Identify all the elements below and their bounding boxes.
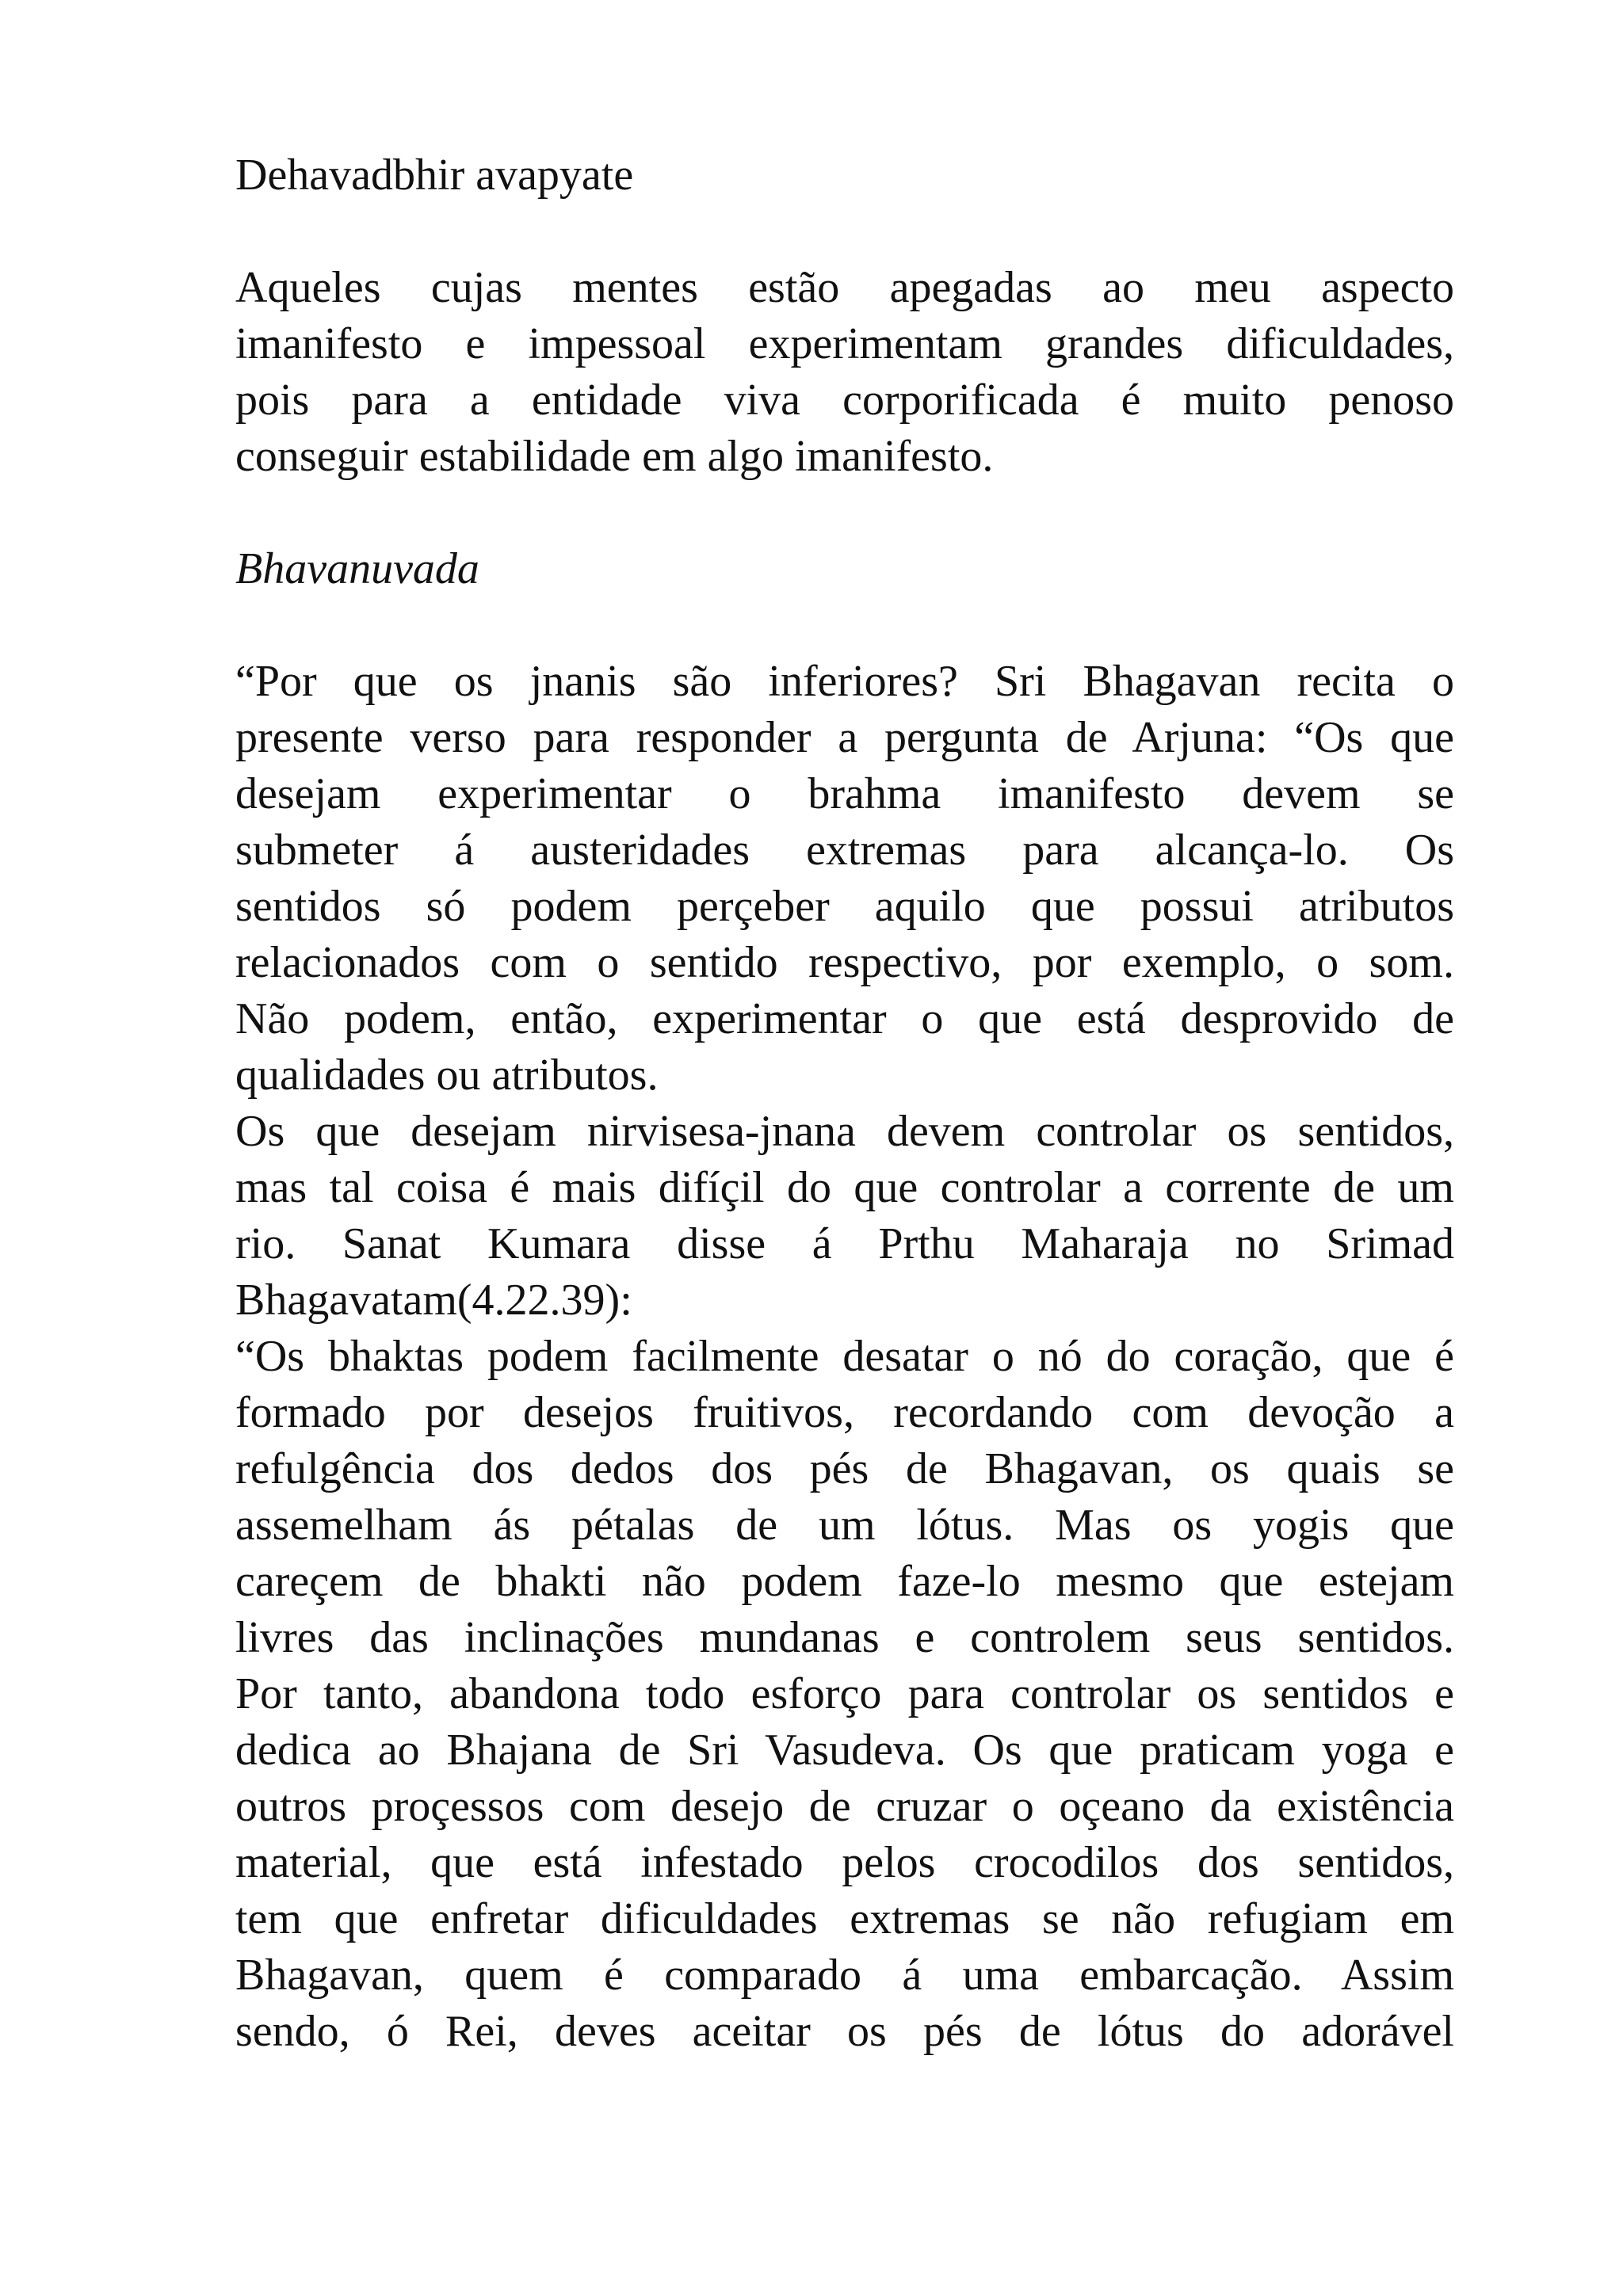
quote-line: tem que enfretar dificuldades extremas se não refugiam em — [235, 1894, 1454, 1943]
quote-line: livres das inclinações mundanas e controlem seus sentidos. — [235, 1613, 1454, 1662]
commentary-line: Os que desejam nirvisesa-jnana devem controlar os sentidos, — [235, 1107, 1454, 1156]
quote-line: dedica ao Bhajana de Sri Vasudeva. Os que praticam yoga e — [235, 1726, 1454, 1775]
quote-line: Bhagavan, quem é comparado á uma embarcação. Assim — [235, 1951, 1454, 2000]
quote-line: careçem de bhakti não podem faze-lo mesmo que estejam — [235, 1557, 1454, 1606]
quote-line: “Os bhaktas podem facilmente desatar o nó do coração, que é — [235, 1332, 1454, 1381]
quote-line: outros proçessos com desejo de cruzar o oçeano da existência — [235, 1782, 1454, 1831]
commentary-line: relacionados com o sentido respectivo, por exemplo, o som. — [235, 938, 1454, 987]
quote-paragraph — [235, 1329, 1454, 2060]
section-title: Bhavanuvada — [235, 544, 479, 593]
quote-line: formado por desejos fruitivos, recordando com devoção a — [235, 1388, 1454, 1437]
translation-line: imanifesto e impessoal experimentam grandes dificuldades, — [235, 319, 1454, 368]
commentary-paragraph — [235, 654, 1454, 1104]
quote-line: sendo, ó Rei, deves aceitar os pés de lótus do adorável — [235, 2007, 1454, 2056]
quote-line: assemelham ás pétalas de um lótus. Mas os yogis que — [235, 1501, 1454, 1550]
commentary-line: mas tal coisa é mais difíçil do que controlar a corrente de um — [235, 1163, 1454, 1212]
translation-paragraph — [235, 260, 1454, 485]
quote-line: Por tanto, abandona todo esforço para controlar os sentidos e — [235, 1669, 1454, 1718]
commentary-line: sentidos só podem perçeber aquilo que possui atributos — [235, 882, 1454, 931]
commentary-paragraph-2 — [235, 1104, 1454, 1329]
commentary-line: “Por que os jnanis são inferiores? Sri Bhagavan recita o — [235, 657, 1454, 706]
spacer — [235, 597, 1454, 654]
quote-line: refulgência dos dedos dos pés de Bhagavan, os quais se — [235, 1444, 1454, 1493]
spacer — [235, 485, 1454, 541]
commentary-line: Não podem, então, experimentar o que está desprovido de — [235, 994, 1454, 1043]
commentary-line: submeter á austeridades extremas para alcança-lo. Os — [235, 826, 1454, 875]
commentary-line: rio. Sanat Kumara disse á Prthu Maharaja no Srimad — [235, 1219, 1454, 1268]
quote-line: material, que está infestado pelos crocodilos dos sentidos, — [235, 1838, 1454, 1887]
translation-line: pois para a entidade viva corporificada é muito penoso — [235, 376, 1454, 425]
document-page — [235, 147, 1454, 2060]
commentary-line: qualidades ou atributos. — [235, 1051, 659, 1100]
spacer — [235, 204, 1454, 260]
translation-line: Aqueles cujas mentes estão apegadas ao meu aspecto — [235, 263, 1454, 312]
commentary-line: desejam experimentar o brahma imanifesto devem se — [235, 769, 1454, 818]
translation-line: conseguir estabilidade em algo imanifesto. — [235, 432, 994, 481]
commentary-line: presente verso para responder a pergunta de Arjuna: “Os que — [235, 713, 1454, 762]
verse-line: Dehavadbhir avapyate — [235, 151, 634, 200]
commentary-line: Bhagavatam(4.22.39): — [235, 1276, 632, 1325]
